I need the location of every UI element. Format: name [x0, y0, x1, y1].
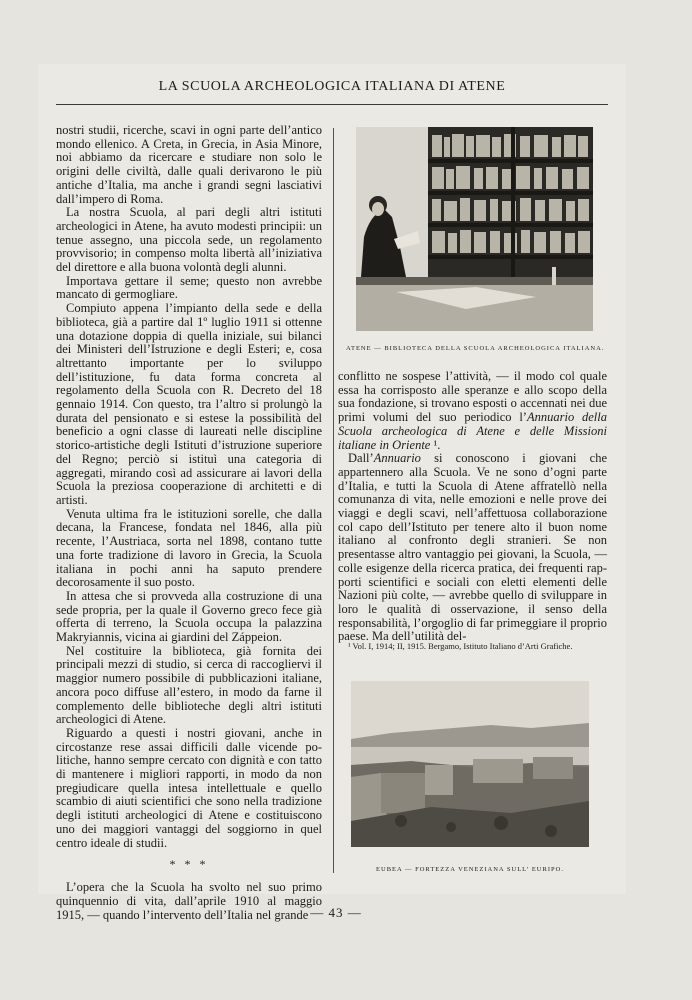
paragraph: Venuta ultima fra le istituzioni sorelle, che dalla decana, la Francese, fondata nel 1846, alla più recente, l’Austriaca, sorta nel 1898, contano tutte una forte tradizione di lavoro in Grecia, la Scuola italiana in pochi anni ha saputo prendere decorosamente il suo posto. — [56, 506, 322, 590]
footnote: ¹ Vol. I, 1914; II, 1915. Bergamo, Istituto Italiano d’Arti Grafiche. — [348, 641, 573, 651]
asterism: * * * — [169, 857, 209, 872]
column-rule — [333, 128, 334, 873]
paragraph: L’opera che la Scuola ha svolto nel suo primo quinquennio di vita, dall’aprile 1910 al maggio 1915, — quando l’intervento dell’Italia nel grande — [56, 880, 322, 922]
paragraph-text: ¹. — [430, 437, 441, 452]
library-photo — [356, 127, 593, 331]
fortress-photo — [351, 681, 589, 847]
paragraph: In attesa che si provveda alla costruzione di una sede propria, per la quale il Governo greco fece già offerta di terreno, la Scuola occupa la palazzina Makryiannis, vicina ai giardini del Záppeion. — [56, 588, 322, 645]
paragraph: Importava gettare il seme; questo non avrebbe mancato di germogliare. — [56, 273, 322, 302]
right-column — [338, 370, 607, 644]
figure-caption: ATENE — BIBLIOTECA DELLA SCUOLA ARCHEOLOGICA ITALIANA. — [346, 345, 605, 352]
paragraph-text: conflitto ne sospese l’attività, — il modo col quale essa ha corrisposto alle speranze e allo scopo della sua fondazione, si trovano esposti o accennati nei due primi volumi del suo periodico l’ — [338, 369, 607, 425]
page-number: — 43 — — [310, 905, 362, 920]
paragraph: La nostra Scuola, al pari degli altri istituti archeologici in Atene, ha avuto modesti principii: un tenue assegno, una piccola sede, un regolamento provvisorio; in compenso molta libertà all’iniziativa del direttore e alla buona volontà degli alunni. — [56, 205, 322, 275]
paragraph: Nel costituire la biblioteca, già fornita dei principali mezzi di studio, si cerca di raccogliervi il maggior numero possibile di pubblicazioni italiane, ancora poco diffuse all’estero, in modo da farne il complemento delle biblioteche degli altri istituti archeologici di Atene. — [56, 643, 322, 727]
paragraph-text: si conoscono i giovani che appartennero alla Scuola. Ve ne sono d’ogni parte d’Italia, e tutti la Scuola di Atene affratellò nella comunanza di vita, nelle emozioni e nelle prove dei viaggi e degli scavi, nell’affettuosa collaborazione col capo dell’Istituto per tenere alto il buon nome italiano al confronto degli stranieri. Se non presentasse altro vantaggio pei giovani, la Scuola, — colle esigenze della ricerca pratica, dei frequenti rapporti scientifici e sociali con eletti elementi delle Nazioni più colte, — avrebbe quello di sviluppare in loro le qualità di osservazione, il senso della responsabilità, l’orgoglio di far primeggiare il proprio paese. Ma dell’utilità del- — [338, 451, 607, 644]
running-title: LA SCUOLA ARCHEOLOGICA ITALIANA DI ATENE — [158, 79, 506, 94]
periodical-title: Annuario della Scuola archeologica di Atene e delle Missioni italiane in Oriente — [338, 410, 608, 452]
paragraph-text: Dall’ — [348, 451, 374, 466]
header-rule — [56, 104, 608, 105]
paragraph: Compiuto appena l’impianto della sede e della biblioteca, già a partire dal 1º luglio 1911 si ottenne una dotazione doppia di quella iniziale, sui bilanci dei Ministeri dell’Istruzione e degli Esteri; e, cosa altrettanto importante per lo sviluppo dell’istituzione, fu data forma concreta al regolamento della Scuola con R. Decreto del 18 gennaio 1914. Con questo, tra l’altro si prolungò la durata del pensionato e si estese la possibilità del beneficio a ogni classe di laureati nelle discipline storico-artistiche degli Istituti d’istruzione superiore del Regno; perciò si istituì una categoria di aggregati, mirando così ad assicurare ai lavori della Scuola la preziosa cooperazione di architetti e di artisti. — [56, 301, 322, 507]
paragraph — [338, 452, 607, 644]
paragraph: nostri studii, ricerche, scavi in ogni parte dell’antico mondo ellenico. A Creta, in Grecia, in Asia Minore, noi abbiamo da ricercare e studiare non solo le origini delle civiltà, dalle quali derivarono le più antiche d’Italia, ma anche i grandi segni lasciativi dall’impero di Roma. — [56, 123, 322, 206]
left-column — [56, 123, 322, 922]
paragraph: Riguardo a questi i nostri giovani, anche in circostanze rese assai difficili dalle vicende politiche, hanno sempre cercato con dignità e con tatto di mantenere i migliori rapporti, in modo da non pregiudicare quella intesa intellettuale e quello scambio di aiuti scientifici che sono nella tradizione degli istituti archeologici di Atene e costituiscono uno dei maggiori vantaggi del soggiorno in quel centro ideale di studii. — [56, 725, 322, 850]
figure-caption: EUBEA — FORTEZZA VENEZIANA SULL’ EURIPO. — [376, 866, 564, 873]
paragraph — [338, 370, 607, 452]
periodical-title: Annuario — [373, 451, 421, 466]
